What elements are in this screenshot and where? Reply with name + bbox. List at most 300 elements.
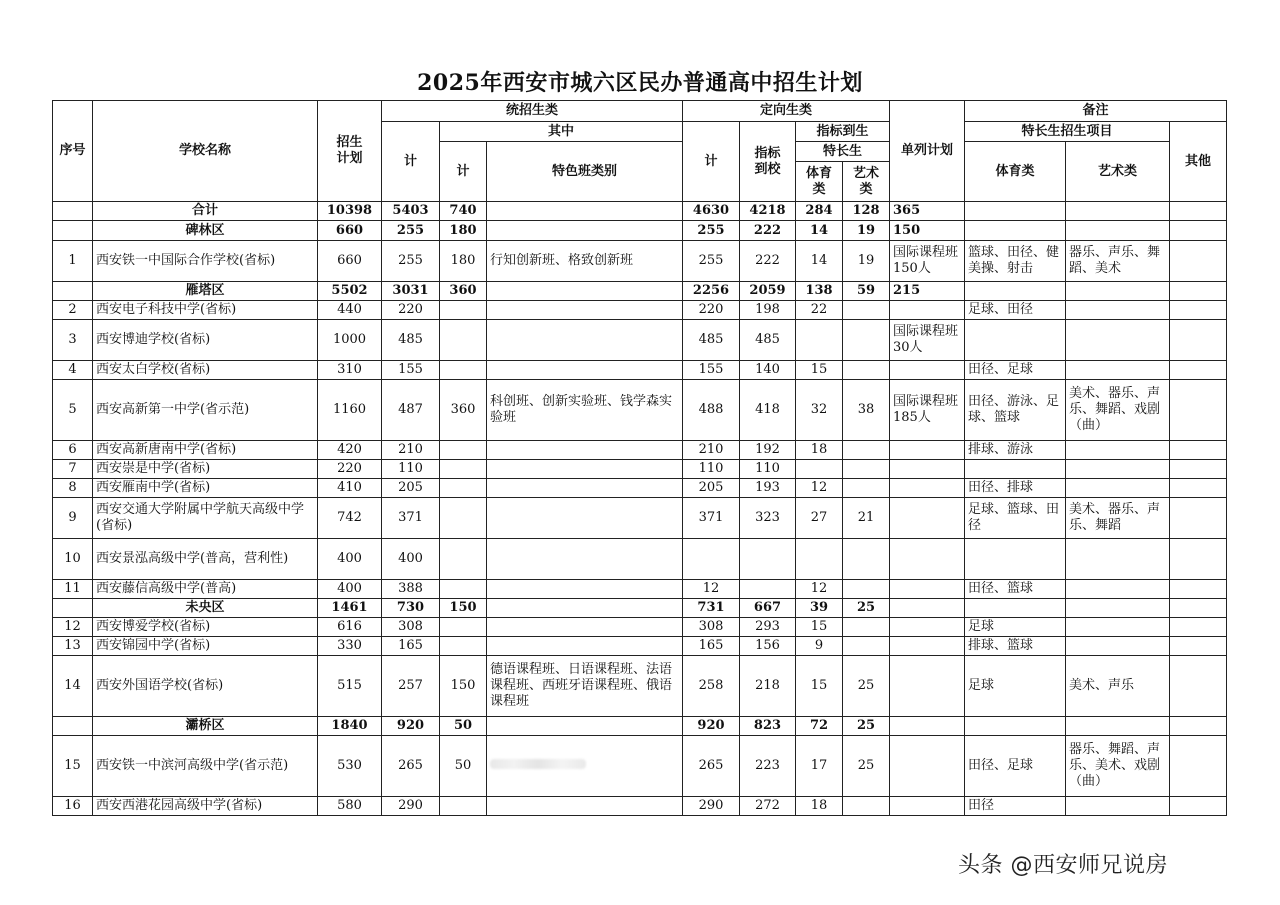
cell-other (1170, 441, 1227, 460)
cell-directed-total: 155 (683, 361, 740, 380)
cell-directed-total: 920 (683, 717, 740, 736)
enrollment-table-wrapper (52, 100, 1226, 816)
cell-among-total (440, 618, 487, 637)
cell-remarks-sports: 排球、游泳 (965, 441, 1066, 460)
cell-remarks-arts: 美术、器乐、声乐、舞蹈 (1066, 498, 1170, 539)
cell-special-class (487, 717, 683, 736)
cell-directed-total: 210 (683, 441, 740, 460)
header-special-class: 特色班类别 (487, 142, 683, 202)
header-sports (796, 162, 843, 202)
cell-quota (740, 580, 796, 599)
cell-unified-total: 265 (382, 736, 440, 797)
cell-arts (843, 361, 890, 380)
cell-other (1170, 580, 1227, 599)
cell-arts: 25 (843, 717, 890, 736)
cell-directed-total: 731 (683, 599, 740, 618)
cell-remarks-sports: 足球、田径 (965, 301, 1066, 320)
cell-seq: 12 (53, 618, 93, 637)
cell-school: 西安铁一中滨河高级中学(省示范) (93, 736, 318, 797)
cell-remarks-arts (1066, 580, 1170, 599)
cell-arts (843, 460, 890, 479)
cell-remarks-arts (1066, 301, 1170, 320)
cell-plan: 1000 (318, 320, 382, 361)
table-row (53, 441, 1227, 460)
district-row (53, 221, 1227, 241)
cell-among-total: 50 (440, 717, 487, 736)
cell-among-total (440, 797, 487, 816)
table-row (53, 736, 1227, 797)
cell-separate: 国际课程班150人 (890, 241, 965, 282)
cell-other (1170, 460, 1227, 479)
cell-remarks-arts (1066, 441, 1170, 460)
cell-plan: 410 (318, 479, 382, 498)
table-row (53, 320, 1227, 361)
cell-arts (843, 320, 890, 361)
cell-school: 西安高新第一中学(省示范) (93, 380, 318, 441)
cell-seq (53, 282, 93, 301)
cell-quota: 218 (740, 656, 796, 717)
cell-plan: 220 (318, 460, 382, 479)
cell-school: 西安博迪学校(省标) (93, 320, 318, 361)
cell-among-total (440, 637, 487, 656)
cell-seq: 15 (53, 736, 93, 797)
cell-remarks-sports (965, 320, 1066, 361)
cell-sports: 284 (796, 202, 843, 221)
header-plan (318, 101, 382, 202)
header-among: 其中 (440, 122, 683, 142)
cell-unified-total: 400 (382, 539, 440, 580)
cell-unified-total: 308 (382, 618, 440, 637)
cell-unified-total: 110 (382, 460, 440, 479)
cell-separate: 国际课程班185人 (890, 380, 965, 441)
cell-other (1170, 797, 1227, 816)
cell-plan: 580 (318, 797, 382, 816)
cell-plan: 616 (318, 618, 382, 637)
table-row (53, 618, 1227, 637)
table-row (53, 301, 1227, 320)
header-among-total: 计 (440, 142, 487, 202)
cell-seq: 11 (53, 580, 93, 599)
cell-quota: 823 (740, 717, 796, 736)
cell-quota: 222 (740, 221, 796, 241)
district-row (53, 282, 1227, 301)
cell-other (1170, 637, 1227, 656)
cell-sports: 22 (796, 301, 843, 320)
cell-remarks-arts (1066, 221, 1170, 241)
cell-plan: 742 (318, 498, 382, 539)
table-row (53, 479, 1227, 498)
cell-sports: 17 (796, 736, 843, 797)
cell-remarks-arts (1066, 202, 1170, 221)
cell-school: 未央区 (93, 599, 318, 618)
district-row (53, 599, 1227, 618)
cell-special-class (487, 599, 683, 618)
cell-separate (890, 460, 965, 479)
table-row (53, 460, 1227, 479)
cell-unified-total: 257 (382, 656, 440, 717)
cell-separate (890, 637, 965, 656)
header-quota (740, 122, 796, 202)
cell-unified-total: 920 (382, 717, 440, 736)
cell-directed-total: 220 (683, 301, 740, 320)
cell-plan: 310 (318, 361, 382, 380)
cell-unified-total: 255 (382, 221, 440, 241)
cell-other (1170, 202, 1227, 221)
cell-unified-total: 3031 (382, 282, 440, 301)
cell-arts: 25 (843, 736, 890, 797)
cell-remarks-sports: 田径、排球 (965, 479, 1066, 498)
cell-remarks-sports (965, 282, 1066, 301)
cell-remarks-sports: 田径、篮球 (965, 580, 1066, 599)
cell-remarks-arts (1066, 797, 1170, 816)
cell-plan: 420 (318, 441, 382, 460)
cell-quota: 418 (740, 380, 796, 441)
cell-quota: 198 (740, 301, 796, 320)
cell-other (1170, 599, 1227, 618)
cell-other (1170, 736, 1227, 797)
cell-arts (843, 637, 890, 656)
cell-directed-total: 485 (683, 320, 740, 361)
cell-special-class (487, 637, 683, 656)
cell-among-total (440, 539, 487, 580)
cell-quota: 485 (740, 320, 796, 361)
cell-other (1170, 320, 1227, 361)
cell-remarks-sports: 足球 (965, 656, 1066, 717)
cell-special-class (487, 221, 683, 241)
cell-school: 灞桥区 (93, 717, 318, 736)
cell-plan: 330 (318, 637, 382, 656)
cell-among-total: 360 (440, 282, 487, 301)
cell-special-class (487, 282, 683, 301)
cell-separate (890, 580, 965, 599)
cell-plan: 400 (318, 539, 382, 580)
enrollment-table (52, 100, 1227, 816)
cell-directed-total: 4630 (683, 202, 740, 221)
cell-remarks-sports: 田径、足球 (965, 736, 1066, 797)
cell-special-class (487, 361, 683, 380)
table-row (53, 580, 1227, 599)
cell-arts: 19 (843, 241, 890, 282)
page-title: 2025年西安市城六区民办普通高中招生计划 (417, 70, 863, 96)
cell-directed-total: 110 (683, 460, 740, 479)
watermark-text: 头条 @西安师兄说房 (958, 853, 1168, 878)
cell-remarks-sports (965, 599, 1066, 618)
cell-seq: 10 (53, 539, 93, 580)
cell-plan: 515 (318, 656, 382, 717)
header-separate: 单列计划 (890, 101, 965, 202)
table-row (53, 380, 1227, 441)
cell-separate (890, 361, 965, 380)
cell-school: 西安交通大学附属中学航天高级中学(省标) (93, 498, 318, 539)
cell-directed-total: 205 (683, 479, 740, 498)
cell-quota: 192 (740, 441, 796, 460)
cell-special-class (487, 441, 683, 460)
cell-unified-total: 210 (382, 441, 440, 460)
header-remarks: 备注 (965, 101, 1227, 122)
cell-arts (843, 301, 890, 320)
cell-school: 西安电子科技中学(省标) (93, 301, 318, 320)
cell-among-total: 360 (440, 380, 487, 441)
cell-directed-total: 290 (683, 797, 740, 816)
cell-sports: 39 (796, 599, 843, 618)
header-sports-text: 体育类 (805, 165, 832, 197)
table-row (53, 656, 1227, 717)
cell-special-class (487, 498, 683, 539)
header-remarks-sports: 体育类 (965, 142, 1066, 202)
cell-quota: 293 (740, 618, 796, 637)
cell-school: 西安锦园中学(省标) (93, 637, 318, 656)
cell-seq (53, 202, 93, 221)
cell-seq (53, 599, 93, 618)
cell-special-class: 德语课程班、日语课程班、法语课程班、西班牙语课程班、俄语课程班 (487, 656, 683, 717)
cell-quota: 156 (740, 637, 796, 656)
cell-unified-total: 5403 (382, 202, 440, 221)
cell-school: 西安崇是中学(省标) (93, 460, 318, 479)
cell-directed-total (683, 539, 740, 580)
cell-other (1170, 361, 1227, 380)
cell-sports (796, 460, 843, 479)
header-directed-total: 计 (683, 122, 740, 202)
cell-seq (53, 221, 93, 241)
cell-separate (890, 656, 965, 717)
cell-unified-total: 485 (382, 320, 440, 361)
cell-special-class (487, 736, 683, 797)
cell-sports (796, 320, 843, 361)
cell-quota (740, 539, 796, 580)
cell-among-total: 50 (440, 736, 487, 797)
cell-arts: 19 (843, 221, 890, 241)
cell-arts (843, 441, 890, 460)
cell-unified-total: 371 (382, 498, 440, 539)
cell-separate: 215 (890, 282, 965, 301)
cell-quota: 4218 (740, 202, 796, 221)
cell-sports (796, 539, 843, 580)
cell-remarks-arts (1066, 618, 1170, 637)
cell-remarks-arts (1066, 320, 1170, 361)
cell-among-total (440, 320, 487, 361)
cell-unified-total: 155 (382, 361, 440, 380)
cell-remarks-arts (1066, 361, 1170, 380)
cell-other (1170, 498, 1227, 539)
cell-arts: 128 (843, 202, 890, 221)
cell-special-class: 行知创新班、格致创新班 (487, 241, 683, 282)
cell-separate (890, 717, 965, 736)
table-row (53, 539, 1227, 580)
cell-arts (843, 539, 890, 580)
cell-special-class (487, 479, 683, 498)
cell-seq: 16 (53, 797, 93, 816)
cell-separate (890, 539, 965, 580)
cell-sports: 14 (796, 221, 843, 241)
cell-among-total: 180 (440, 241, 487, 282)
cell-seq (53, 717, 93, 736)
cell-sports: 18 (796, 441, 843, 460)
cell-plan: 660 (318, 221, 382, 241)
cell-remarks-sports: 田径、足球 (965, 361, 1066, 380)
table-row (53, 498, 1227, 539)
cell-separate (890, 618, 965, 637)
cell-other (1170, 539, 1227, 580)
cell-remarks-arts (1066, 599, 1170, 618)
cell-among-total (440, 301, 487, 320)
cell-among-total: 150 (440, 599, 487, 618)
cell-quota: 140 (740, 361, 796, 380)
cell-remarks-sports (965, 460, 1066, 479)
cell-remarks-arts: 美术、声乐 (1066, 656, 1170, 717)
cell-separate (890, 599, 965, 618)
cell-sports: 138 (796, 282, 843, 301)
cell-separate (890, 441, 965, 460)
cell-quota: 193 (740, 479, 796, 498)
cell-directed-total: 371 (683, 498, 740, 539)
cell-directed-total: 255 (683, 241, 740, 282)
cell-seq: 2 (53, 301, 93, 320)
cell-sports: 14 (796, 241, 843, 282)
header-specialty: 特长生 (796, 142, 890, 162)
cell-special-class (487, 320, 683, 361)
cell-remarks-sports: 田径、游泳、足球、篮球 (965, 380, 1066, 441)
cell-separate: 365 (890, 202, 965, 221)
cell-sports: 12 (796, 580, 843, 599)
cell-remarks-sports: 田径 (965, 797, 1066, 816)
cell-seq: 9 (53, 498, 93, 539)
cell-plan: 440 (318, 301, 382, 320)
header-arts (843, 162, 890, 202)
cell-special-class (487, 539, 683, 580)
header-specialty-projects: 特长生招生项目 (965, 122, 1170, 142)
cell-special-class (487, 618, 683, 637)
cell-seq: 4 (53, 361, 93, 380)
cell-remarks-arts (1066, 637, 1170, 656)
cell-remarks-arts (1066, 539, 1170, 580)
cell-sports: 9 (796, 637, 843, 656)
cell-sports: 12 (796, 479, 843, 498)
cell-directed-total: 488 (683, 380, 740, 441)
cell-remarks-arts (1066, 717, 1170, 736)
cell-school: 西安景泓高级中学(普高，营利性) (93, 539, 318, 580)
cell-special-class (487, 460, 683, 479)
cell-school: 西安博爱学校(省标) (93, 618, 318, 637)
cell-among-total (440, 361, 487, 380)
header-unified-total: 计 (382, 122, 440, 202)
cell-school: 碑林区 (93, 221, 318, 241)
cell-separate (890, 797, 965, 816)
cell-unified-total: 290 (382, 797, 440, 816)
cell-plan: 1840 (318, 717, 382, 736)
cell-arts: 21 (843, 498, 890, 539)
cell-seq: 14 (53, 656, 93, 717)
cell-remarks-sports: 篮球、田径、健美操、射击 (965, 241, 1066, 282)
cell-school: 合计 (93, 202, 318, 221)
cell-school: 西安铁一中国际合作学校(省标) (93, 241, 318, 282)
cell-sports: 32 (796, 380, 843, 441)
cell-other (1170, 241, 1227, 282)
cell-remarks-sports: 足球、篮球、田径 (965, 498, 1066, 539)
cell-special-class (487, 301, 683, 320)
cell-among-total: 180 (440, 221, 487, 241)
cell-plan: 660 (318, 241, 382, 282)
table-row (53, 797, 1227, 816)
cell-quota: 223 (740, 736, 796, 797)
cell-quota: 2059 (740, 282, 796, 301)
cell-remarks-arts: 美术、器乐、声乐、舞蹈、戏剧（曲） (1066, 380, 1170, 441)
cell-arts: 25 (843, 599, 890, 618)
cell-unified-total: 165 (382, 637, 440, 656)
cell-other (1170, 717, 1227, 736)
cell-arts: 59 (843, 282, 890, 301)
cell-directed-total: 265 (683, 736, 740, 797)
cell-special-class: 科创班、创新实验班、钱学森实验班 (487, 380, 683, 441)
cell-remarks-sports (965, 717, 1066, 736)
cell-directed-total: 2256 (683, 282, 740, 301)
cell-plan: 1461 (318, 599, 382, 618)
district-row (53, 717, 1227, 736)
cell-seq: 8 (53, 479, 93, 498)
header-seq: 序号 (53, 101, 93, 202)
cell-sports: 15 (796, 361, 843, 380)
cell-other (1170, 282, 1227, 301)
cell-unified-total: 255 (382, 241, 440, 282)
cell-school: 西安雁南中学(省标) (93, 479, 318, 498)
cell-seq: 13 (53, 637, 93, 656)
cell-directed-total: 12 (683, 580, 740, 599)
cell-arts (843, 618, 890, 637)
cell-unified-total: 730 (382, 599, 440, 618)
cell-remarks-sports: 排球、篮球 (965, 637, 1066, 656)
header-directed: 定向生类 (683, 101, 890, 122)
cell-separate (890, 736, 965, 797)
cell-separate (890, 498, 965, 539)
cell-among-total (440, 580, 487, 599)
cell-remarks-sports (965, 539, 1066, 580)
header-plan-text: 招生计划 (336, 135, 363, 166)
cell-other (1170, 221, 1227, 241)
cell-remarks-arts (1066, 282, 1170, 301)
cell-plan: 10398 (318, 202, 382, 221)
header-other: 其他 (1170, 122, 1227, 202)
cell-quota: 323 (740, 498, 796, 539)
cell-remarks-arts (1066, 460, 1170, 479)
cell-among-total: 150 (440, 656, 487, 717)
table-row (53, 637, 1227, 656)
cell-school: 西安西港花园高级中学(省标) (93, 797, 318, 816)
cell-among-total (440, 441, 487, 460)
cell-arts (843, 479, 890, 498)
cell-sports: 18 (796, 797, 843, 816)
cell-seq: 5 (53, 380, 93, 441)
table-row (53, 361, 1227, 380)
cell-seq: 6 (53, 441, 93, 460)
header-unified: 统招生类 (382, 101, 683, 122)
header-school: 学校名称 (93, 101, 318, 202)
cell-seq: 3 (53, 320, 93, 361)
cell-special-class (487, 797, 683, 816)
cell-sports: 72 (796, 717, 843, 736)
cell-directed-total: 308 (683, 618, 740, 637)
cell-among-total (440, 460, 487, 479)
cell-school: 雁塔区 (93, 282, 318, 301)
cell-remarks-arts (1066, 479, 1170, 498)
cell-special-class (487, 580, 683, 599)
cell-among-total (440, 498, 487, 539)
cell-remarks-sports: 足球 (965, 618, 1066, 637)
cell-sports: 15 (796, 618, 843, 637)
cell-separate: 150 (890, 221, 965, 241)
header-quota-group: 指标到生 (796, 122, 890, 142)
cell-other (1170, 380, 1227, 441)
cell-unified-total: 205 (382, 479, 440, 498)
cell-unified-total: 388 (382, 580, 440, 599)
